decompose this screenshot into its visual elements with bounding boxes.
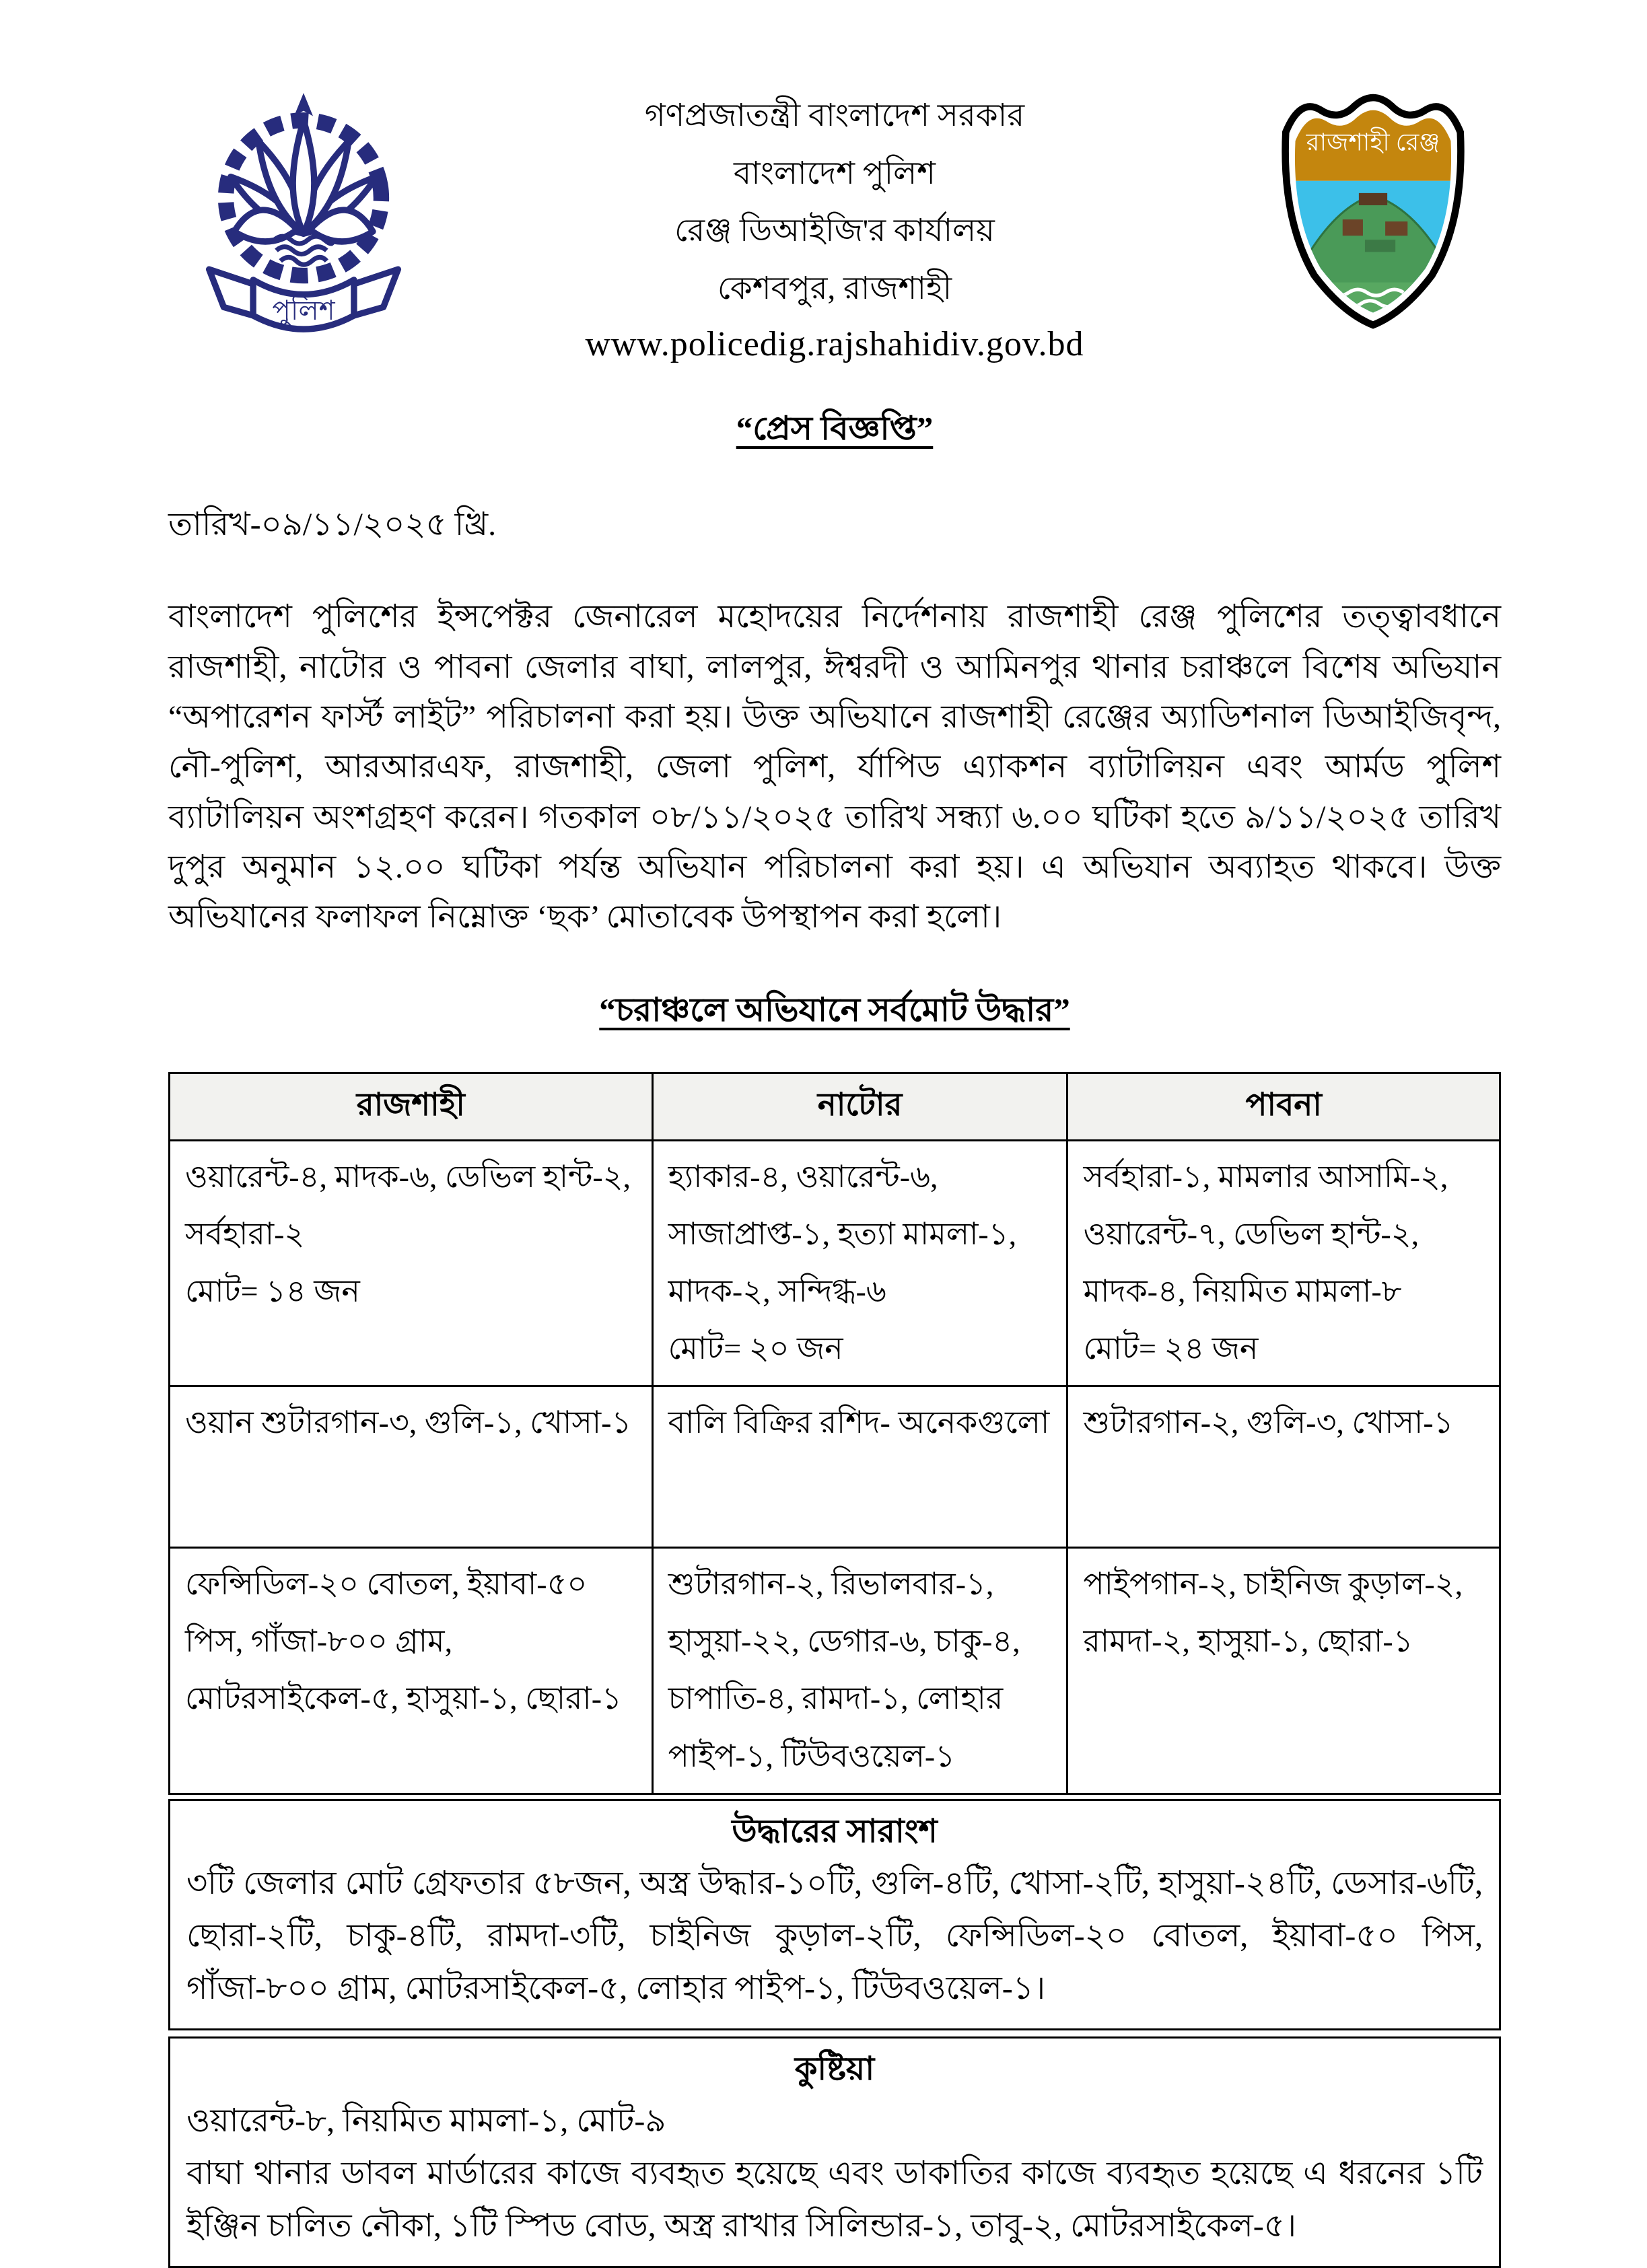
org-line-government: গণপ্রজাতন্ত্রী বাংলাদেশ সরকার	[644, 98, 1025, 133]
table-row	[170, 1140, 1500, 1386]
rajshahi-range-logo-icon	[1262, 87, 1484, 331]
kushtia-section-box	[168, 2036, 1501, 2268]
website-url: www.policedig.rajshahidiv.gov.bd	[585, 325, 1084, 364]
cell-natore-arrests: হ্যাকার-৪, ওয়ারেন্ট-৬, সাজাপ্রাপ্ত-১, হত্যা মামলা-১, মাদক-২, সন্দিগ্ধ-৬ মোট= ২০ জন	[652, 1140, 1067, 1386]
org-line-office: রেঞ্জ ডিআইজি'র কার্যালয়	[674, 213, 995, 249]
table-row	[170, 1386, 1500, 1548]
kushtia-title: কুষ্টিয়া	[794, 2051, 875, 2087]
cell-total: মোট= ১৪ জন	[185, 1274, 360, 1309]
cell-natore-arms: বালি বিক্রির রশিদ- অনেকগুলো	[652, 1386, 1067, 1548]
cell-rajshahi-drugs: ফেন্সিডিল-২০ বোতল, ইয়াবা-৫০ পিস, গাঁজা-৮০০ গ্রাম, মোটরসাইকেল-৫, হাসুয়া-১, ছোরা-১	[170, 1548, 653, 1794]
cell-total: মোট= ২০ জন	[668, 1331, 843, 1366]
org-line-police: বাংলাদেশ পুলিশ	[734, 155, 936, 191]
table-row	[170, 1548, 1500, 1794]
kushtia-details-text: বাঘা থানার ডাবল মার্ডারের কাজে ব্যবহৃত হয়েছে এবং ডাকাতির কাজে ব্যবহৃত হয়েছে এ ধরনের ১টি ইঞ্জিন চালিত নৌকা, ১টি স্পিড বোড, অস্ত্র রাখার সিলিন্ডার-১, তাবু-২, মোটরসাইকেল-৫।	[186, 2156, 1483, 2244]
seizure-table-title: “চরাঞ্চলে অভিযানে সর্বমোট উদ্ধার”	[599, 991, 1070, 1028]
cell-pabna-arrests: সর্বহারা-১, মামলার আসামি-২, ওয়ারেন্ট-৭, ডেভিল হান্ট-২, মাদক-৪, নিয়মিত মামলা-৮ মোট= ২৪ জন	[1067, 1140, 1500, 1386]
bangladesh-police-logo-icon	[199, 91, 409, 370]
body-paragraph: বাংলাদেশ পুলিশের ইন্সপেক্টর জেনারেল মহোদয়ের নির্দেশনায় রাজশাহী রেঞ্জ পুলিশের তত্ত্বাবধানে রাজশাহী, নাটোর ও পাবনা জেলার বাঘা, লালপুর, ঈশ্বরদী ও আমিনপুর থানার চরাঞ্চলে বিশেষ অভিযান “অপারেশন ফার্স্ট লাইট” পরিচালনা করা হয়। উক্ত অভিযানে রাজশাহী রেঞ্জের অ্যাডিশনাল ডিআইজিবৃন্দ, নৌ-পুলিশ, আরআরএফ, রাজশাহী, জেলা পুলিশ, র্যাপিড এ্যাকশন ব্যাটালিয়ন এবং আর্মড পুলিশ ব্যাটালিয়ন অংশগ্রহণ করেন। গতকাল ০৮/১১/২০২৫ তারিখ সন্ধ্যা ৬.০০ ঘটিকা হতে ৯/১১/২০২৫ তারিখ দুপুর অনুমান ১২.০০ ঘটিকা পর্যন্ত অভিযান পরিচালনা করা হয়। এ অভিযান অব্যাহত থাকবে। উক্ত অভিযানের ফলাফল নিম্নোক্ত ‘ছক’ মোতাবেক উপস্থাপন করা হলো।	[168, 599, 1501, 935]
document-header	[168, 87, 1501, 364]
org-line-location: কেশবপুর, রাজশাহী	[717, 271, 952, 306]
cell-total: মোট= ২৪ জন	[1083, 1331, 1259, 1366]
column-header-pabna: পাবনা	[1067, 1073, 1500, 1140]
date-line: তারিখ-০৯/১১/২০২৫ খ্রি.	[168, 507, 497, 543]
cell-pabna-arms: শুটারগান-২, গুলি-৩, খোসা-১	[1067, 1386, 1500, 1548]
summary-title: উদ্ধারের সারাংশ	[732, 1813, 938, 1849]
seizure-table	[168, 1072, 1501, 1795]
cell-rajshahi-arms: ওয়ান শুটারগান-৩, গুলি-১, খোসা-১	[170, 1386, 653, 1548]
range-band-label: রাজশাহী রেঞ্জ	[1306, 129, 1440, 156]
table-header-row	[170, 1073, 1500, 1140]
kushtia-totals-line: ওয়ারেন্ট-৮, নিয়মিত মামলা-১, মোট-৯	[186, 2103, 666, 2139]
cell-rajshahi-arrests: ওয়ারেন্ট-৪, মাদক-৬, ডেভিল হান্ট-২, সর্বহারা-২ মোট= ১৪ জন	[170, 1140, 653, 1386]
column-header-rajshahi: রাজশাহী	[170, 1073, 653, 1140]
column-header-natore: নাটোর	[652, 1073, 1067, 1140]
press-release-title: “প্রেস বিজ্ঞপ্তি”	[736, 410, 934, 448]
summary-text: ৩টি জেলার মোট গ্রেফতার ৫৮জন, অস্ত্র উদ্ধার-১০টি, গুলি-৪টি, খোসা-২টি, হাসুয়া-২৪টি, ডেসার-৬টি, ছোরা-২টি, চাকু-৪টি, রামদা-৩টি, চাইনিজ কুড়াল-২টি, ফেন্সিডিল-২০ বোতল, ইয়াবা-৫০ পিস, গাঁজা-৮০০ গ্রাম, মোটরসাইকেল-৫, লোহার পাইপ-১, টিউবওয়েল-১।	[186, 1866, 1483, 2006]
cell-natore-weapons: শুটারগান-২, রিভালবার-১, হাসুয়া-২২, ডেগার-৬, চাকু-৪, চাপাতি-৪, রামদা-১, লোহার পাইপ-১, টিউবওয়েল-১	[652, 1548, 1067, 1794]
police-banner-label: পুলিশ	[272, 295, 335, 326]
recovery-summary-box	[168, 1799, 1501, 2030]
cell-pabna-weapons: পাইপগান-২, চাইনিজ কুড়াল-২, রামদা-২, হাসুয়া-১, ছোরা-১	[1067, 1548, 1500, 1794]
